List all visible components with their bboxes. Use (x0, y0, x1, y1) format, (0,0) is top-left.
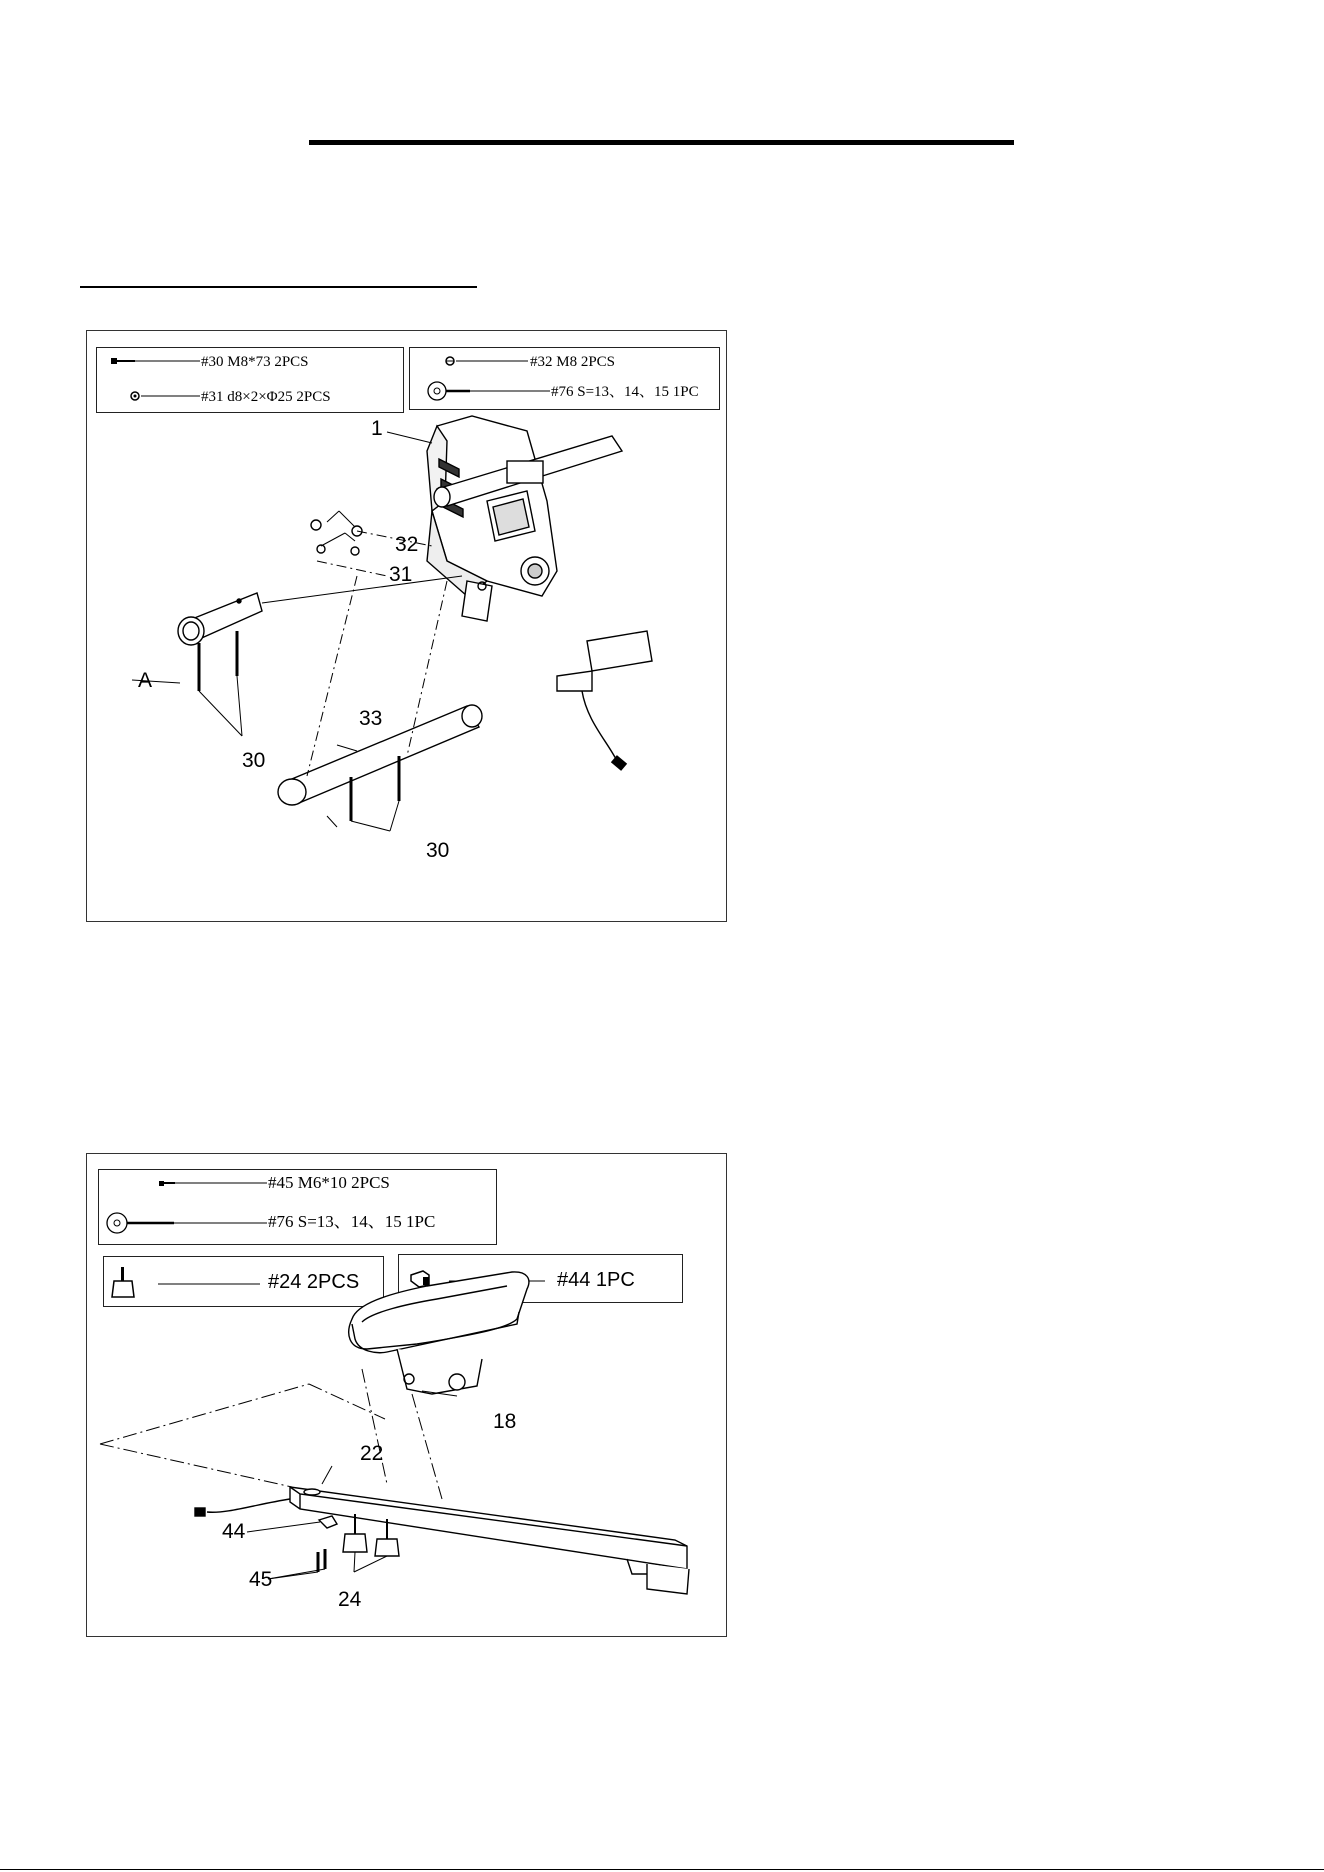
callout-32: 32 (395, 533, 419, 556)
step2-assembly-drawing (87, 1154, 728, 1638)
step1-assembly-drawing (87, 331, 728, 923)
hardware-44-label: #44 1PC (557, 1269, 635, 1291)
callout-18: 18 (493, 1410, 517, 1433)
footer-rule (0, 1869, 1324, 1870)
callout-24: 24 (338, 1588, 362, 1611)
callout-30-lower: 30 (426, 839, 450, 862)
hardware-32-label: #32 M8 2PCS (530, 354, 616, 370)
title-underline (309, 140, 1014, 145)
callout-22: 22 (360, 1442, 384, 1465)
callout-30-upper: 30 (242, 749, 266, 772)
hardware-24-label: #24 2PCS (268, 1271, 360, 1293)
hardware-76-label: #76 S=13、14、15 1PC (551, 384, 699, 400)
step2-panel (86, 1153, 727, 1637)
hardware-76-label-step2: #76 S=13、14、15 1PC (268, 1212, 436, 1231)
section-underline (80, 286, 477, 288)
callout-44: 44 (222, 1520, 246, 1543)
callout-1: 1 (371, 417, 383, 440)
callout-45: 45 (249, 1568, 273, 1591)
callout-31: 31 (389, 563, 413, 586)
step1-panel (86, 330, 727, 922)
hardware-30-label: #30 M8*73 2PCS (201, 354, 309, 370)
hardware-31-label: #31 d8×2×Φ25 2PCS (201, 389, 331, 405)
callout-a: A (138, 669, 153, 692)
hardware-45-label: #45 M6*10 2PCS (268, 1173, 390, 1192)
callout-33: 33 (359, 707, 383, 730)
